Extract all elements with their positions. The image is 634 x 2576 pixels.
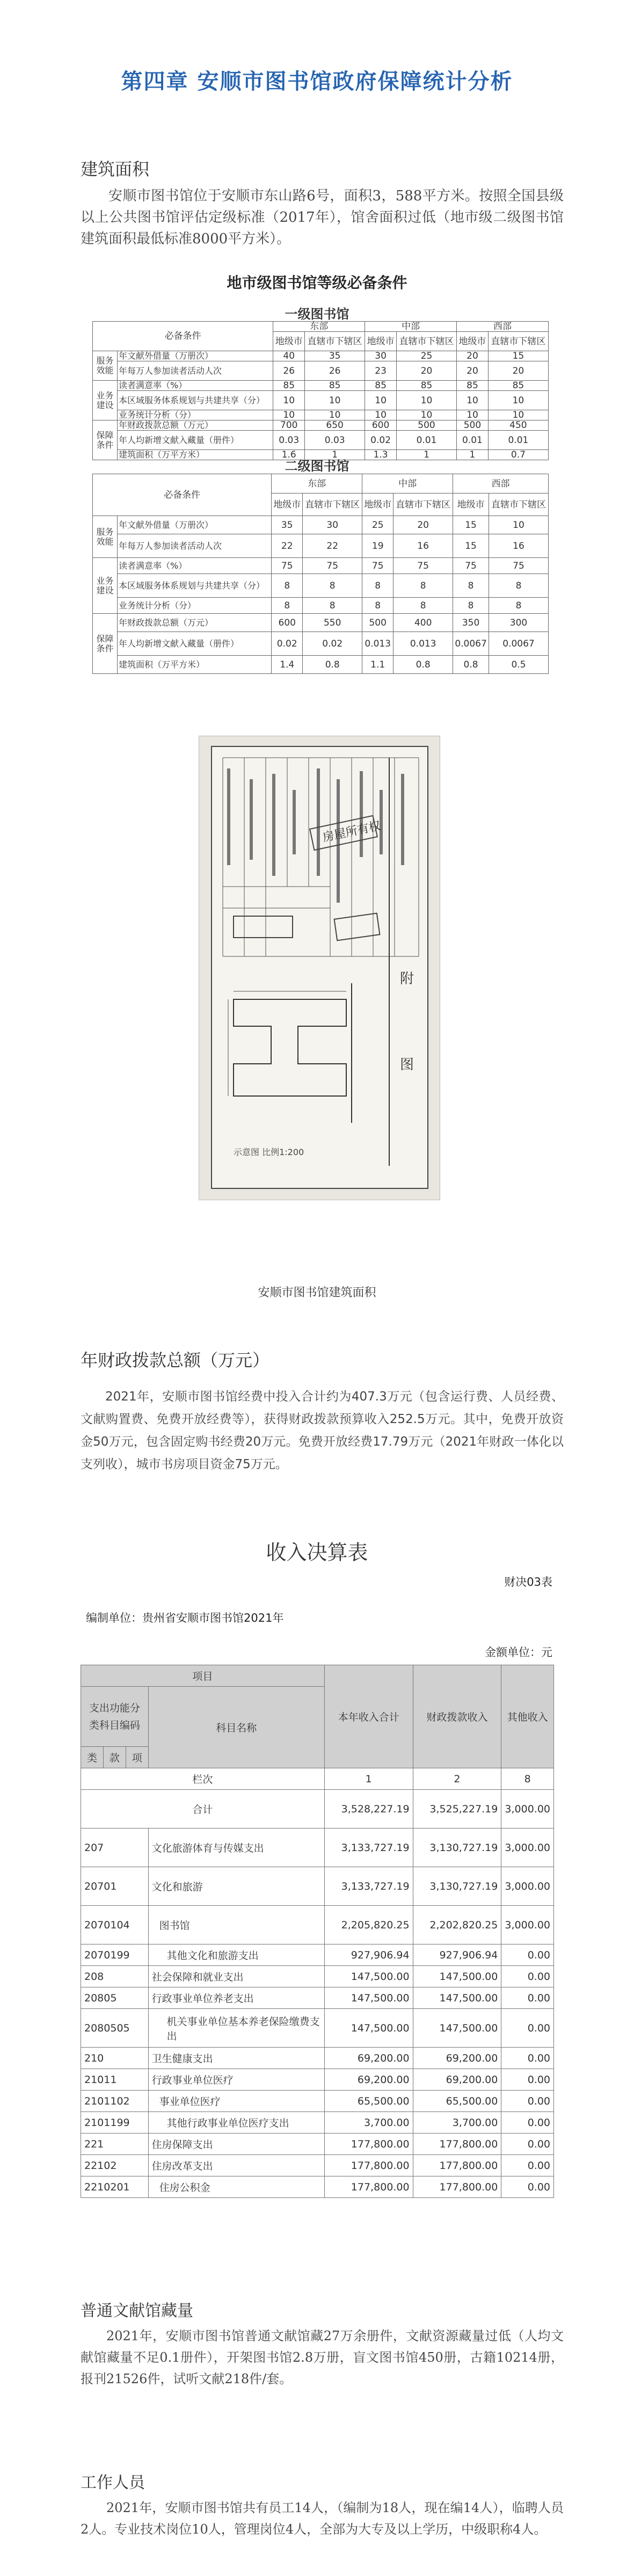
standard-value: 10 (396, 391, 456, 410)
row-total: 3,133,727.19 (324, 1867, 413, 1906)
condition-label: 年财政拨款总额（万元） (118, 614, 272, 632)
standard-value: 10 (488, 410, 548, 420)
row-fiscal: 177,800.00 (413, 2176, 501, 2198)
col-header: 地级市 (453, 494, 489, 516)
revenue-org: 编制单位：贵州省安顺市图书馆2021年 (86, 1612, 284, 1624)
table-row (81, 2176, 554, 2198)
row-code: 22102 (81, 2155, 149, 2176)
row-name: 文化旅游体育与传媒支出 (148, 1828, 324, 1867)
row-total: 65,500.00 (324, 2091, 413, 2112)
table-row (81, 2091, 554, 2112)
standard-value: 1.3 (365, 450, 397, 460)
standard-value: 8 (303, 574, 362, 598)
group-label: 服务效能 (93, 351, 118, 381)
standard-value: 75 (303, 558, 362, 574)
table-row (81, 1966, 554, 1987)
standard-value: 20 (488, 361, 548, 381)
col-header: 直辖市下辖区 (396, 332, 456, 351)
standard-value: 22 (272, 534, 303, 558)
standard-value: 20 (393, 516, 453, 534)
row-other: 0.00 (501, 1987, 554, 2009)
row-total: 177,800.00 (324, 2155, 413, 2176)
standards-row (93, 574, 549, 598)
cond-header: 必备条件 (93, 474, 272, 516)
standard-value: 26 (305, 361, 365, 381)
standards-row (93, 656, 549, 674)
standard-value: 550 (303, 614, 362, 632)
group-label: 保障条件 (93, 420, 118, 460)
standard-value: 0.013 (362, 632, 393, 656)
standard-value: 15 (453, 516, 489, 534)
row-total: 69,200.00 (324, 2048, 413, 2069)
standard-value: 20 (396, 361, 456, 381)
sum-total: 3,528,227.19 (324, 1790, 413, 1828)
condition-label: 年每万人参加读者活动人次 (118, 361, 273, 381)
standard-value: 600 (365, 420, 397, 431)
col-header: 地级市 (362, 494, 393, 516)
standard-value: 8 (453, 574, 489, 598)
col-header: 地级市 (273, 332, 305, 351)
row-other: 0.00 (501, 2091, 554, 2112)
standards-title: 地市级图书馆等级必备条件 (227, 274, 407, 292)
row-total: 147,500.00 (324, 1987, 413, 2009)
stamp-text: 房屋所有权 (321, 819, 382, 845)
condition-label: 年财政拨款总额（万元） (118, 420, 273, 431)
standard-value: 0.8 (453, 656, 489, 674)
standard-value: 0.8 (303, 656, 362, 674)
row-other: 3,000.00 (501, 1867, 554, 1906)
row-name: 其他文化和旅游支出 (148, 1944, 324, 1966)
level2-title: 二级图书馆 (285, 459, 349, 474)
condition-label: 业务统计分析（分） (118, 598, 272, 614)
standard-value: 8 (393, 574, 453, 598)
staff-section-title: 工作人员 (81, 2473, 145, 2492)
row-code: 210 (81, 2048, 149, 2069)
row-fiscal: 927,906.94 (413, 1944, 501, 1966)
condition-label: 读者满意率（%） (118, 558, 272, 574)
row-name: 图书馆 (148, 1906, 324, 1944)
region-west: 西部 (457, 322, 549, 332)
standards-row (93, 534, 549, 558)
standard-value: 10 (273, 410, 305, 420)
row-fiscal: 3,130,727.19 (413, 1828, 501, 1867)
sum-label: 合计 (81, 1790, 325, 1828)
col-header: 地级市 (272, 494, 303, 516)
row-code: 207 (81, 1828, 149, 1867)
standards-row (93, 632, 549, 656)
standard-value: 0.0067 (489, 632, 548, 656)
table-row (81, 2009, 554, 2048)
row-total: 2,205,820.25 (324, 1906, 413, 1944)
standard-value: 8 (393, 598, 453, 614)
standard-value: 85 (273, 381, 305, 391)
standard-value: 20 (457, 361, 489, 381)
row-other: 0.00 (501, 2048, 554, 2069)
standard-value: 10 (365, 391, 397, 410)
standards-row (93, 420, 549, 431)
standard-value: 8 (272, 574, 303, 598)
staff-paragraph: 2021年，安顺市图书馆共有员工14人，（编制为18人，现在编14人），临聘人员2人。专业技术岗位10人，管理岗位4人，全部为大专及以上学历，中级职称4人。 (81, 2500, 564, 2537)
col-header: 直辖市下辖区 (488, 332, 548, 351)
row-fiscal: 177,800.00 (413, 2155, 501, 2176)
standard-value: 10 (273, 391, 305, 410)
condition-label: 年文献外借量（万册次） (118, 516, 272, 534)
standard-value: 500 (362, 614, 393, 632)
row-name: 住房保障支出 (148, 2134, 324, 2155)
standard-value: 85 (396, 381, 456, 391)
standard-value: 75 (362, 558, 393, 574)
row-total: 927,906.94 (324, 1944, 413, 1966)
row-name: 其他行政事业单位医疗支出 (148, 2112, 324, 2134)
hdr-total: 本年收入合计 (324, 1665, 413, 1768)
row-other: 0.00 (501, 2069, 554, 2091)
row-name: 文化和旅游 (148, 1867, 324, 1906)
row-fiscal: 69,200.00 (413, 2048, 501, 2069)
row-code: 20805 (81, 1987, 149, 2009)
row-name: 行政事业单位养老支出 (148, 1987, 324, 2009)
condition-label: 年人均新增文献入藏量（册件） (118, 431, 273, 450)
standard-value: 10 (489, 516, 548, 534)
standard-value: 1.6 (273, 450, 305, 460)
standard-value: 35 (272, 516, 303, 534)
row-name: 住房公积金 (148, 2176, 324, 2198)
condition-label: 读者满意率（%） (118, 381, 273, 391)
standard-value: 500 (457, 420, 489, 431)
table-row (81, 2069, 554, 2091)
condition-label: 建筑面积（万平方米） (118, 450, 273, 460)
standard-value: 35 (305, 351, 365, 361)
standard-value: 26 (273, 361, 305, 381)
row-other: 0.00 (501, 2009, 554, 2048)
col-index: 1 (324, 1768, 413, 1790)
col-index: 2 (413, 1768, 501, 1790)
row-total: 177,800.00 (324, 2134, 413, 2155)
row-fiscal: 65,500.00 (413, 2091, 501, 2112)
standards-row (93, 351, 549, 361)
col-header: 地级市 (457, 332, 489, 351)
standards-row (93, 558, 549, 574)
group-label: 业务建设 (93, 558, 118, 614)
standard-value: 85 (305, 381, 365, 391)
table-row (81, 2048, 554, 2069)
row-code: 2210201 (81, 2176, 149, 2198)
standard-value: 10 (457, 391, 489, 410)
standard-value: 400 (393, 614, 453, 632)
bottom-note: 示意图 比例1:200 (234, 1147, 304, 1157)
row-other: 0.00 (501, 2176, 554, 2198)
table-row (81, 1828, 554, 1867)
hdr-kuan: 款 (103, 1747, 126, 1768)
standard-value: 350 (453, 614, 489, 632)
col-header: 直辖市下辖区 (305, 332, 365, 351)
row-name: 机关事业单位基本养老保险缴费支出 (148, 2009, 324, 2048)
region-central: 中部 (365, 322, 457, 332)
table-row (81, 2155, 554, 2176)
cond-header: 必备条件 (93, 322, 273, 351)
standards-row (93, 391, 549, 410)
hdr-other: 其他收入 (501, 1665, 554, 1768)
standard-value: 8 (362, 598, 393, 614)
condition-label: 年文献外借量（万册次） (118, 351, 273, 361)
building-certificate-photo (199, 736, 440, 1200)
group-label: 保障条件 (93, 614, 118, 674)
standard-value: 8 (303, 598, 362, 614)
level1-title: 一级图书馆 (285, 307, 349, 322)
group-label: 服务效能 (93, 516, 118, 558)
standard-value: 0.0067 (453, 632, 489, 656)
standard-value: 75 (489, 558, 548, 574)
standard-value: 10 (488, 391, 548, 410)
hdr-name: 科目名称 (148, 1687, 324, 1768)
standard-value: 650 (305, 420, 365, 431)
standard-value: 85 (457, 381, 489, 391)
row-total: 69,200.00 (324, 2069, 413, 2091)
row-code: 221 (81, 2134, 149, 2155)
standard-value: 8 (362, 574, 393, 598)
standard-value: 8 (489, 574, 548, 598)
row-total: 147,500.00 (324, 2009, 413, 2048)
standard-value: 19 (362, 534, 393, 558)
table-row (81, 1944, 554, 1966)
row-other: 3,000.00 (501, 1906, 554, 1944)
standard-value: 600 (272, 614, 303, 632)
hdr-lei: 类 (81, 1747, 104, 1768)
standard-value: 8 (272, 598, 303, 614)
building-paragraph: 安顺市图书馆位于安顺市东山路6号，面积3，588平方米。按照全国县级以上公共图书馆评估定级标准（2017年），馆舍面积过低（地市级二级图书馆建筑面积最低标准8000平方米）。 (81, 188, 564, 247)
standard-value: 0.7 (488, 450, 548, 460)
standard-value: 10 (396, 410, 456, 420)
row-fiscal: 3,130,727.19 (413, 1867, 501, 1906)
row-fiscal: 2,202,820.25 (413, 1906, 501, 1944)
row-code: 2101199 (81, 2112, 149, 2134)
table-row (81, 1867, 554, 1906)
row-fiscal: 177,800.00 (413, 2134, 501, 2155)
standards-row (93, 381, 549, 391)
standard-value: 300 (489, 614, 548, 632)
standard-value: 0.02 (303, 632, 362, 656)
row-number-label: 栏次 (81, 1768, 325, 1790)
row-fiscal: 147,500.00 (413, 1966, 501, 1987)
col-index: 8 (501, 1768, 554, 1790)
row-total: 3,700.00 (324, 2112, 413, 2134)
standard-value: 0.03 (273, 431, 305, 450)
standard-value: 15 (453, 534, 489, 558)
col-header: 直辖市下辖区 (489, 494, 548, 516)
row-fiscal: 147,500.00 (413, 2009, 501, 2048)
row-code: 20701 (81, 1867, 149, 1906)
condition-label: 建筑面积（万平方米） (118, 656, 272, 674)
certificate-scan (211, 746, 428, 1189)
standard-value: 8 (489, 598, 548, 614)
sum-fiscal: 3,525,227.19 (413, 1790, 501, 1828)
hdr-xiang: 项 (126, 1747, 148, 1768)
region-east: 东部 (272, 474, 362, 494)
standard-value: 10 (305, 391, 365, 410)
standard-value: 0.8 (393, 656, 453, 674)
row-other: 0.00 (501, 2134, 554, 2155)
standard-value: 30 (365, 351, 397, 361)
standard-value: 10 (305, 410, 365, 420)
standard-value: 20 (457, 351, 489, 361)
hdr-item: 项目 (81, 1665, 325, 1687)
hdr-func-code: 支出功能分类科目编码 (81, 1687, 149, 1747)
standard-value: 10 (365, 410, 397, 420)
condition-label: 年人均新增文献入藏量（册件） (118, 632, 272, 656)
table-row (81, 1987, 554, 2009)
standard-value: 450 (488, 420, 548, 431)
standard-value: 700 (273, 420, 305, 431)
collection-paragraph: 2021年，安顺市图书馆普通文献馆藏27万余册件，文献资源藏量过低（人均文献馆藏量不足0.1册件），开架图书馆2.8万册，盲文图书馆450册，古籍10214册，报刊21526件，试听文献218件/套。 (81, 2328, 564, 2386)
standard-value: 500 (396, 420, 456, 431)
standard-value: 0.03 (305, 431, 365, 450)
level2-standards-table (92, 474, 549, 674)
region-east: 东部 (273, 322, 365, 332)
row-name: 卫生健康支出 (148, 2048, 324, 2069)
table-row (81, 2112, 554, 2134)
standard-value: 1.4 (272, 656, 303, 674)
standard-value: 85 (365, 381, 397, 391)
row-other: 0.00 (501, 2112, 554, 2134)
row-name: 行政事业单位医疗 (148, 2069, 324, 2091)
standard-value: 16 (393, 534, 453, 558)
row-total: 177,800.00 (324, 2176, 413, 2198)
finance-section-title: 年财政拨款总额（万元） (81, 1350, 270, 1370)
standard-value: 0.02 (365, 431, 397, 450)
row-other: 0.00 (501, 2155, 554, 2176)
standard-value: 40 (273, 351, 305, 361)
row-fiscal: 3,700.00 (413, 2112, 501, 2134)
standard-value: 85 (488, 381, 548, 391)
row-other: 0.00 (501, 1944, 554, 1966)
row-other: 0.00 (501, 1966, 554, 1987)
standard-value: 22 (303, 534, 362, 558)
row-code: 208 (81, 1966, 149, 1987)
row-total: 3,133,727.19 (324, 1828, 413, 1867)
standard-value: 1 (457, 450, 489, 460)
standard-value: 0.013 (393, 632, 453, 656)
standard-value: 0.5 (489, 656, 548, 674)
margin-text-2: 图 (400, 1057, 414, 1073)
margin-text: 附 (400, 971, 414, 987)
condition-label: 年每万人参加读者活动人次 (118, 534, 272, 558)
revenue-unit: 金额单位：元 (485, 1646, 552, 1659)
standard-value: 75 (453, 558, 489, 574)
row-code: 2101102 (81, 2091, 149, 2112)
row-name: 事业单位医疗 (148, 2091, 324, 2112)
standard-value: 1 (396, 450, 456, 460)
standard-value: 0.01 (457, 431, 489, 450)
row-code: 2080505 (81, 2009, 149, 2048)
standards-row (93, 431, 549, 450)
group-label: 业务建设 (93, 381, 118, 420)
col-header: 直辖市下辖区 (303, 494, 362, 516)
building-section-title: 建筑面积 (81, 159, 150, 179)
condition-label: 本区域服务体系规划与共建共享（分） (118, 391, 273, 410)
standard-value: 25 (362, 516, 393, 534)
standard-value: 1 (305, 450, 365, 460)
row-name: 住房改革支出 (148, 2155, 324, 2176)
row-name: 社会保障和就业支出 (148, 1966, 324, 1987)
table-row (81, 1906, 554, 1944)
sum-other: 3,000.00 (501, 1790, 554, 1828)
revenue-code: 财决03表 (504, 1576, 552, 1588)
standards-row (93, 361, 549, 381)
revenue-table (81, 1665, 554, 2198)
row-code: 2070104 (81, 1906, 149, 1944)
collection-section-title: 普通文献馆藏量 (81, 2302, 193, 2320)
finance-paragraph: 2021年，安顺市图书馆经费中投入合计约为407.3万元（包含运行费、人员经费、文献购置费、免费开放经费等），获得财政拨款预算收入252.5万元。其中，免费开放资金50万元，包含固定购书经费20万元。免费开放经费17.79万元（2021年财政一体化以支列收），城市书房项目资金75万元。 (81, 1390, 564, 1471)
row-other: 3,000.00 (501, 1828, 554, 1867)
chapter-title: 第四章 安顺市图书馆政府保障统计分析 (121, 69, 513, 94)
standard-value: 1.1 (362, 656, 393, 674)
row-total: 147,500.00 (324, 1966, 413, 1987)
standard-value: 16 (489, 534, 548, 558)
table-row (81, 2134, 554, 2155)
row-code: 21011 (81, 2069, 149, 2091)
photo-caption: 安顺市图书馆建筑面积 (258, 1286, 376, 1300)
col-header: 地级市 (365, 332, 397, 351)
standard-value: 0.02 (272, 632, 303, 656)
revenue-title: 收入决算表 (266, 1541, 368, 1564)
standard-value: 30 (303, 516, 362, 534)
condition-label: 业务统计分析（分） (118, 410, 273, 420)
standard-value: 25 (396, 351, 456, 361)
col-header: 直辖市下辖区 (393, 494, 453, 516)
standards-row (93, 410, 549, 420)
condition-label: 本区域服务体系规划与共建共享（分） (118, 574, 272, 598)
standard-value: 8 (453, 598, 489, 614)
standard-value: 0.01 (396, 431, 456, 450)
region-west: 西部 (453, 474, 549, 494)
standards-row (93, 516, 549, 534)
row-fiscal: 147,500.00 (413, 1987, 501, 2009)
row-code: 2070199 (81, 1944, 149, 1966)
hdr-fiscal: 财政拨款收入 (413, 1665, 501, 1768)
region-central: 中部 (362, 474, 453, 494)
standards-row (93, 614, 549, 632)
standard-value: 75 (272, 558, 303, 574)
standard-value: 10 (457, 410, 489, 420)
standard-value: 23 (365, 361, 397, 381)
level1-standards-table (92, 321, 549, 460)
floor-plan-drawing (212, 747, 429, 1190)
standards-row (93, 598, 549, 614)
standard-value: 15 (488, 351, 548, 361)
row-fiscal: 69,200.00 (413, 2069, 501, 2091)
standard-value: 0.01 (488, 431, 548, 450)
standard-value: 75 (393, 558, 453, 574)
